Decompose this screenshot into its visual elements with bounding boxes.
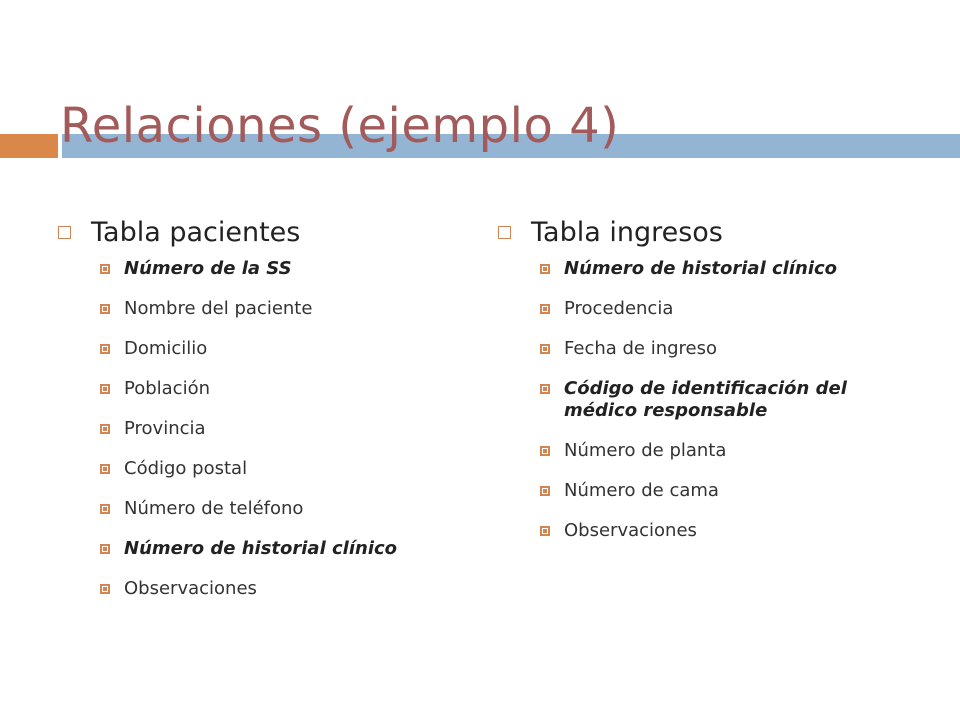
field-item — [540, 378, 918, 422]
field-label: Nombre del paciente — [124, 298, 313, 319]
field-label: Número de planta — [564, 440, 727, 461]
field-list — [58, 258, 468, 600]
field-label: Código postal — [124, 458, 248, 479]
slide-title: Relaciones (ejemplo 4) — [60, 98, 620, 154]
square-bullet-icon — [540, 264, 550, 274]
square-bullet-icon — [100, 264, 110, 274]
hollow-square-bullet-icon — [498, 226, 511, 239]
square-bullet-icon — [100, 504, 110, 514]
field-item — [540, 520, 918, 542]
field-label: Provincia — [124, 418, 206, 439]
field-label: Domicilio — [124, 338, 208, 359]
field-item — [100, 538, 468, 560]
title-accent-bar-orange — [0, 134, 58, 158]
square-bullet-icon — [540, 446, 550, 456]
field-label: Observaciones — [124, 578, 257, 599]
field-label: Fecha de ingreso — [564, 338, 718, 359]
column-heading-label: Tabla ingresos — [531, 216, 723, 248]
square-bullet-icon — [540, 526, 550, 536]
column-tabla-ingresos — [498, 212, 918, 560]
hollow-square-bullet-icon — [58, 226, 71, 239]
field-label: Población — [124, 378, 211, 399]
square-bullet-icon — [100, 344, 110, 354]
field-list — [498, 258, 918, 542]
field-label: Número de historial clínico — [564, 258, 838, 279]
field-label: Número de cama — [564, 480, 719, 501]
square-bullet-icon — [540, 344, 550, 354]
field-label: Código de identificación del médico responsable — [564, 378, 847, 421]
field-item — [100, 418, 468, 440]
field-label: Procedencia — [564, 298, 674, 319]
field-item — [100, 298, 468, 320]
column-tabla-pacientes — [58, 212, 468, 618]
field-label: Número de teléfono — [124, 498, 304, 519]
square-bullet-icon — [100, 424, 110, 434]
square-bullet-icon — [540, 486, 550, 496]
square-bullet-icon — [100, 384, 110, 394]
field-item — [540, 298, 918, 320]
square-bullet-icon — [100, 304, 110, 314]
field-item — [540, 480, 918, 502]
square-bullet-icon — [540, 384, 550, 394]
field-item — [100, 458, 468, 480]
field-item — [100, 258, 468, 280]
field-item — [100, 378, 468, 400]
field-item — [540, 338, 918, 360]
square-bullet-icon — [540, 304, 550, 314]
field-label: Número de la SS — [124, 258, 292, 279]
field-item — [100, 498, 468, 520]
square-bullet-icon — [100, 464, 110, 474]
field-item — [540, 440, 918, 462]
square-bullet-icon — [100, 584, 110, 594]
field-label: Observaciones — [564, 520, 697, 541]
field-item — [100, 578, 468, 600]
column-heading-label: Tabla pacientes — [91, 216, 301, 248]
square-bullet-icon — [100, 544, 110, 554]
column-heading — [58, 212, 468, 252]
field-label: Número de historial clínico — [124, 538, 398, 559]
field-item — [100, 338, 468, 360]
field-item — [540, 258, 918, 280]
column-heading — [498, 212, 918, 252]
